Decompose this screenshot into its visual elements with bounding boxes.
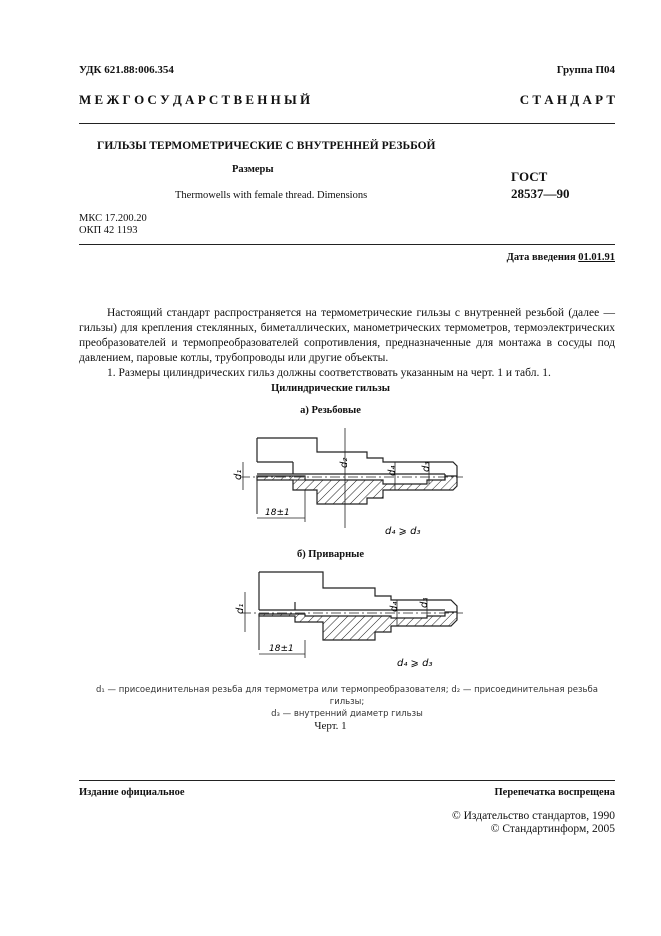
figure-legend [79, 684, 615, 720]
relation-b: d₄ ⩾ d₃ [397, 658, 433, 669]
body-paragraph-dimensions: 1. Размеры цилиндрических гильз должны соответствовать указанным на черт. 1 и табл. 1. [107, 367, 551, 379]
label-d3: d₃ [421, 461, 432, 472]
figure-part-a-caption: а) Резьбовые [300, 405, 361, 416]
copyright-1990: © Издательство стандартов, 1990 [451, 810, 615, 822]
official-edition: Издание официальное [79, 787, 185, 798]
relation-a: d₄ ⩾ d₃ [385, 526, 421, 537]
banner-word-standard: С Т А Н Д А Р Т [519, 92, 615, 107]
classification-codes [79, 213, 147, 237]
banner-word-interstate: М Е Ж Г О С У Д А Р С Т В Е Н Н Ы Й [79, 92, 311, 107]
body-text [79, 306, 615, 381]
legend-line-2: d₃ — внутренний диаметр гильзы [271, 709, 423, 719]
gost-label: ГОСТ [511, 169, 548, 184]
drawing-welded-thermowell [215, 562, 465, 674]
label-d1: d₁ [235, 603, 246, 614]
figure-caption: Черт. 1 [314, 720, 347, 732]
copyright-2005: © Стандартинформ, 2005 [490, 823, 615, 835]
intro-date-value: 01.01.91 [578, 252, 615, 263]
title-divider [79, 244, 615, 245]
body-paragraph-scope: Настоящий стандарт распространяется на термометрические гильзы с внутренней резьбой (далее — гильзы) для крепления стеклянных, биметаллических, манометрических термометров, термоэлектрических преобразователей и термопреобразователей сопротивления, предназначенные для монтажа в сосуды под давлением, паровые котлы, трубопроводы или другие объекты. [79, 307, 615, 364]
gost-designation [511, 168, 570, 202]
gost-number: 28537—90 [511, 186, 570, 201]
figure-heading: Цилиндрические гильзы [271, 383, 390, 394]
dimension-18-a: 18±1 [265, 508, 290, 518]
copyright-block [452, 810, 615, 836]
mks-code: МКС 17.200.20 [79, 213, 147, 224]
label-d1: d₁ [233, 469, 244, 480]
footer-divider [79, 780, 615, 781]
dimension-18-b: 18±1 [269, 644, 294, 654]
standard-banner [79, 92, 615, 108]
okp-code: ОКП 42 1193 [79, 225, 138, 236]
label-d3: d₃ [419, 597, 430, 608]
intro-date-label: Дата введения [506, 252, 576, 263]
udk-code: УДК 621.88:006.354 [79, 64, 174, 76]
intro-date [507, 252, 615, 263]
drawing-threaded-thermowell [215, 418, 465, 540]
document-subtitle: Размеры [232, 164, 274, 175]
english-title: Thermowells with female thread. Dimensions [175, 190, 368, 201]
figure-part-b-caption: б) Приварные [296, 549, 365, 560]
label-d4: d₄ [387, 465, 398, 476]
document-title: ГИЛЬЗЫ ТЕРМОМЕТРИЧЕСКИЕ С ВНУТРЕННЕЙ РЕЗЬБОЙ [97, 140, 436, 152]
group-code: Группа П04 [556, 64, 615, 76]
label-d2: d₂ [339, 457, 350, 468]
label-d4: d₄ [389, 601, 400, 612]
reprint-prohibited: Перепечатка воспрещена [494, 787, 615, 798]
legend-line-1: d₁ — присоединительная резьба для термометра или термопреобразователя; d₂ — присоединительная резьба гильзы; [96, 685, 598, 707]
header-divider [79, 123, 615, 124]
